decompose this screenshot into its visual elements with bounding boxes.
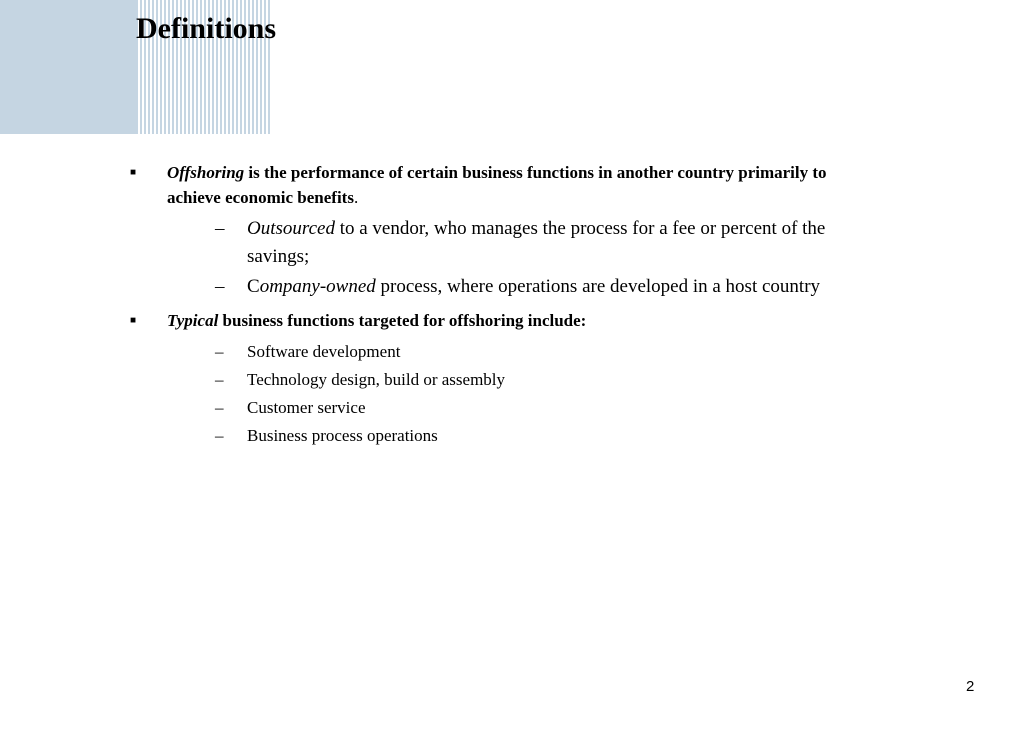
subitem-customer-service [215, 394, 850, 422]
bullet-offshoring [130, 160, 850, 301]
subitem-text: Business process operations [247, 426, 438, 445]
bullet-typical [130, 308, 850, 450]
dash-icon: – [215, 342, 224, 361]
typical-description: business functions targeted for offshoring include: [218, 311, 587, 330]
dash-icon: – [215, 276, 225, 297]
slide-body [130, 160, 850, 450]
outsourced-description: to a vendor, who manages the process for a fee or percent of the savings; [247, 218, 826, 267]
header-decoration-block [0, 0, 136, 134]
subitem-technology-design [215, 366, 850, 394]
page-number: 2 [966, 678, 975, 695]
offshoring-period: . [353, 188, 359, 207]
subitem-outsourced [215, 215, 850, 271]
offshoring-definition: is the performance of certain business functions in another country primarily to achieve economic benefits [167, 163, 827, 207]
company-owned-description: process, where operations are developed in a host country [375, 276, 821, 297]
company-owned-prefix: C [247, 276, 260, 297]
offshoring-subitems [215, 215, 850, 301]
dash-icon: – [215, 398, 224, 417]
subitem-text: Customer service [247, 398, 366, 417]
typical-subitems [215, 338, 850, 450]
square-bullet-icon: ■ [130, 315, 137, 326]
term-offshoring: Offshoring [167, 163, 245, 182]
term-outsourced: Outsourced [247, 218, 335, 239]
term-typical: Typical [167, 311, 219, 330]
slide-title: Definitions [136, 12, 277, 45]
subitem-text: Software development [247, 342, 401, 361]
subitem-text: Technology design, build or assembly [247, 370, 506, 389]
dash-icon: – [215, 370, 224, 389]
dash-icon: – [215, 426, 224, 445]
subitem-business-process [215, 422, 850, 450]
subitem-software-development [215, 338, 850, 366]
term-company-owned: ompany-owned [259, 276, 376, 297]
dash-icon: – [215, 218, 225, 239]
subitem-company-owned [215, 273, 850, 301]
square-bullet-icon: ■ [130, 167, 137, 178]
